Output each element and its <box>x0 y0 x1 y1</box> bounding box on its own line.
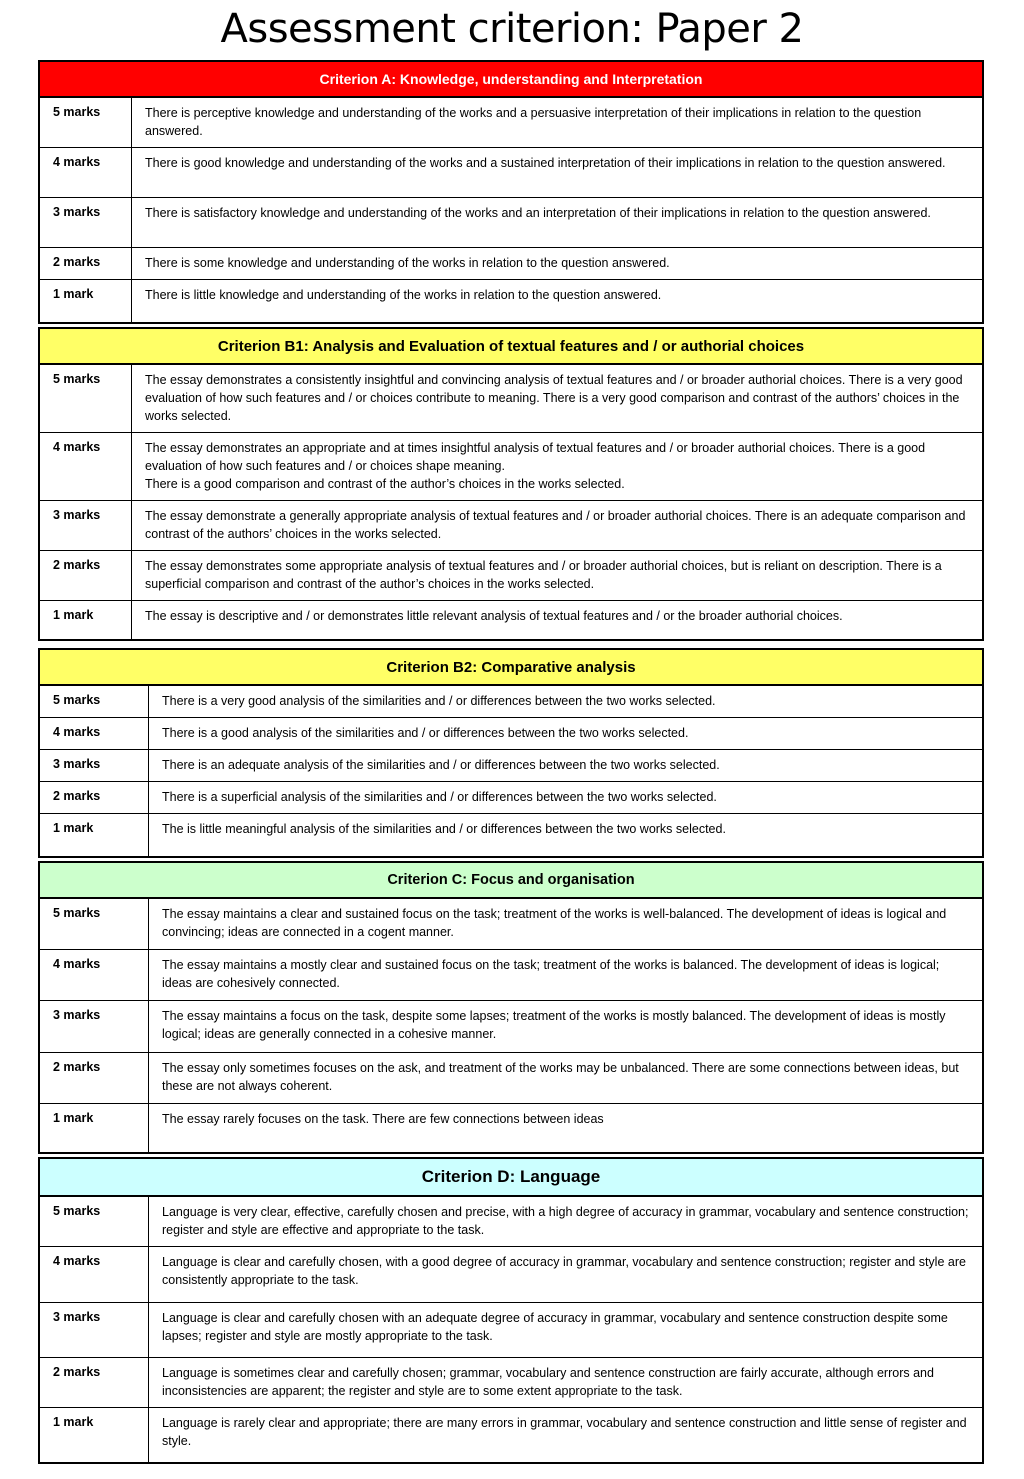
marks-description: The essay only sometimes focuses on the ask, and treatment of the works may be unbalanced. There are some connections between ideas, but these are not always coherent. <box>162 1061 959 1093</box>
marks-description: There is some knowledge and understanding of the works in relation to the question answered. <box>145 256 670 270</box>
marks-label: 3 marks <box>40 750 149 781</box>
marks-description: There is a good analysis of the similarities and / or differences between the two works selected. <box>162 726 689 740</box>
marks-description: There is an adequate analysis of the similarities and / or differences between the two works selected. <box>162 758 720 772</box>
marks-row <box>40 98 982 148</box>
marks-label: 1 mark <box>40 280 132 322</box>
marks-description: There is a superficial analysis of the similarities and / or differences between the two works selected. <box>162 790 717 804</box>
criterion-rows <box>40 365 982 639</box>
marks-description: The essay demonstrates some appropriate analysis of textual features and / or broader authorial choices, but is reliant on description. There is a superficial comparison and contrast of the author’s choices in the works selected. <box>145 559 942 591</box>
marks-label: 5 marks <box>40 899 149 949</box>
marks-description: There is satisfactory knowledge and understanding of the works and an interpretation of their implications in relation to the question answered. <box>145 206 931 220</box>
marks-description: There is perceptive knowledge and understanding of the works and a persuasive interpretation of their implications in relation to the question answered. <box>145 106 922 138</box>
marks-label: 2 marks <box>40 1358 149 1407</box>
criterion-rows <box>40 899 982 1152</box>
marks-label: 5 marks <box>40 686 149 717</box>
marks-row <box>40 433 982 501</box>
marks-label: 2 marks <box>40 1053 149 1103</box>
marks-row <box>40 365 982 433</box>
criterion-section <box>38 648 984 858</box>
marks-label: 4 marks <box>40 718 149 749</box>
marks-row <box>40 248 982 280</box>
criterion-header: Criterion B1: Analysis and Evaluation of textual features and / or authorial choices <box>40 329 982 365</box>
marks-row <box>40 1247 982 1303</box>
criterion-header: Criterion D: Language <box>40 1159 982 1197</box>
criterion-section <box>38 1157 984 1464</box>
marks-description: The essay maintains a focus on the task, despite some lapses; treatment of the works is mostly balanced. The development of ideas is mostly logical; ideas are generally connected in a cohesive manner. <box>162 1009 946 1041</box>
marks-row <box>40 1408 982 1462</box>
marks-description: The essay demonstrate a generally appropriate analysis of textual features and / or broader authorial choices. There is an adequate comparison and contrast of the authors’ choices in the works selected. <box>145 509 966 541</box>
marks-row <box>40 601 982 639</box>
criterion-rows <box>40 1197 982 1462</box>
marks-row <box>40 198 982 248</box>
marks-row <box>40 1197 982 1247</box>
marks-description: Language is very clear, effective, carefully chosen and precise, with a high degree of accuracy in grammar, vocabulary and sentence construction; register and style are effective and appropriate to the task. <box>162 1205 969 1237</box>
marks-description: The essay maintains a clear and sustained focus on the task; treatment of the works is well-balanced. The development of ideas is logical and convincing; ideas are connected in a cogent manner. <box>162 907 947 939</box>
criterion-header: Criterion B2: Comparative analysis <box>40 650 982 686</box>
marks-row <box>40 899 982 950</box>
marks-row <box>40 950 982 1001</box>
marks-description: The essay is descriptive and / or demonstrates little relevant analysis of textual features and / or the broader authorial choices. <box>145 609 843 623</box>
marks-description: The essay demonstrates a consistently insightful and convincing analysis of textual features and / or broader authorial choices. There is a very good evaluation of how such features and / or choices contribute to meaning. There is a very good comparison and contrast of the authors’ choices in the works selected. <box>145 373 963 423</box>
marks-row <box>40 1053 982 1104</box>
marks-row <box>40 782 982 814</box>
marks-label: 2 marks <box>40 551 132 600</box>
page-title: Assessment criterion: Paper 2 <box>220 6 804 52</box>
marks-label: 2 marks <box>40 248 132 279</box>
marks-description: There is a very good analysis of the similarities and / or differences between the two works selected. <box>162 694 716 708</box>
marks-row <box>40 750 982 782</box>
marks-row <box>40 718 982 750</box>
marks-label: 5 marks <box>40 1197 149 1246</box>
criterion-section <box>38 861 984 1154</box>
marks-description: The essay demonstrates an appropriate and at times insightful analysis of textual features and / or broader authorial choices. There is a good evaluation of how such features and / or choices shape meaning. There is a good comparison and contrast of the author’s choices in the works selected. <box>145 441 926 491</box>
marks-row <box>40 1358 982 1408</box>
marks-row <box>40 148 982 198</box>
marks-label: 1 mark <box>40 1104 149 1152</box>
marks-row <box>40 686 982 718</box>
marks-description: Language is rarely clear and appropriate; there are many errors in grammar, vocabulary and sentence construction and little sense of register and style. <box>162 1416 967 1448</box>
criterion-section <box>38 60 984 324</box>
marks-row <box>40 551 982 601</box>
criterion-rows <box>40 686 982 856</box>
marks-label: 4 marks <box>40 950 149 1000</box>
marks-row <box>40 501 982 551</box>
marks-label: 1 mark <box>40 1408 149 1462</box>
criterion-header: Criterion C: Focus and organisation <box>40 863 982 899</box>
marks-label: 3 marks <box>40 1001 149 1052</box>
marks-label: 5 marks <box>40 365 132 432</box>
marks-description: Language is sometimes clear and carefully chosen; grammar, vocabulary and sentence construction are fairly accurate, although errors and inconsistencies are apparent; the register and style are to some extent appropriate to the task. <box>162 1366 934 1398</box>
marks-label: 4 marks <box>40 433 132 500</box>
marks-row <box>40 1303 982 1358</box>
marks-label: 5 marks <box>40 98 132 147</box>
marks-label: 4 marks <box>40 148 132 197</box>
marks-description: The essay maintains a mostly clear and sustained focus on the task; treatment of the works is balanced. The development of ideas is logical; ideas are cohesively connected. <box>162 958 940 990</box>
marks-label: 3 marks <box>40 198 132 247</box>
marks-description: The essay rarely focuses on the task. There are few connections between ideas <box>162 1112 604 1126</box>
marks-description: Language is clear and carefully chosen with an adequate degree of accuracy in grammar, vocabulary and sentence construction despite some lapses; register and style are mostly appropriate to the task. <box>162 1311 948 1343</box>
marks-label: 4 marks <box>40 1247 149 1302</box>
marks-row <box>40 1104 982 1152</box>
criterion-rows <box>40 98 982 322</box>
marks-row <box>40 814 982 856</box>
criterion-section <box>38 327 984 641</box>
marks-description: There is good knowledge and understanding of the works and a sustained interpretation of their implications in relation to the question answered. <box>145 156 946 170</box>
marks-row <box>40 280 982 322</box>
marks-label: 2 marks <box>40 782 149 813</box>
marks-description: Language is clear and carefully chosen, with a good degree of accuracy in grammar, vocabulary and sentence construction; register and style are consistently appropriate to the task. <box>162 1255 966 1287</box>
marks-row <box>40 1001 982 1053</box>
criterion-header: Criterion A: Knowledge, understanding and Interpretation <box>40 62 982 98</box>
marks-label: 3 marks <box>40 1303 149 1357</box>
marks-label: 1 mark <box>40 601 132 639</box>
marks-description: The is little meaningful analysis of the similarities and / or differences between the two works selected. <box>162 822 726 836</box>
marks-description: There is little knowledge and understanding of the works in relation to the question answered. <box>145 288 662 302</box>
marks-label: 1 mark <box>40 814 149 856</box>
marks-label: 3 marks <box>40 501 132 550</box>
